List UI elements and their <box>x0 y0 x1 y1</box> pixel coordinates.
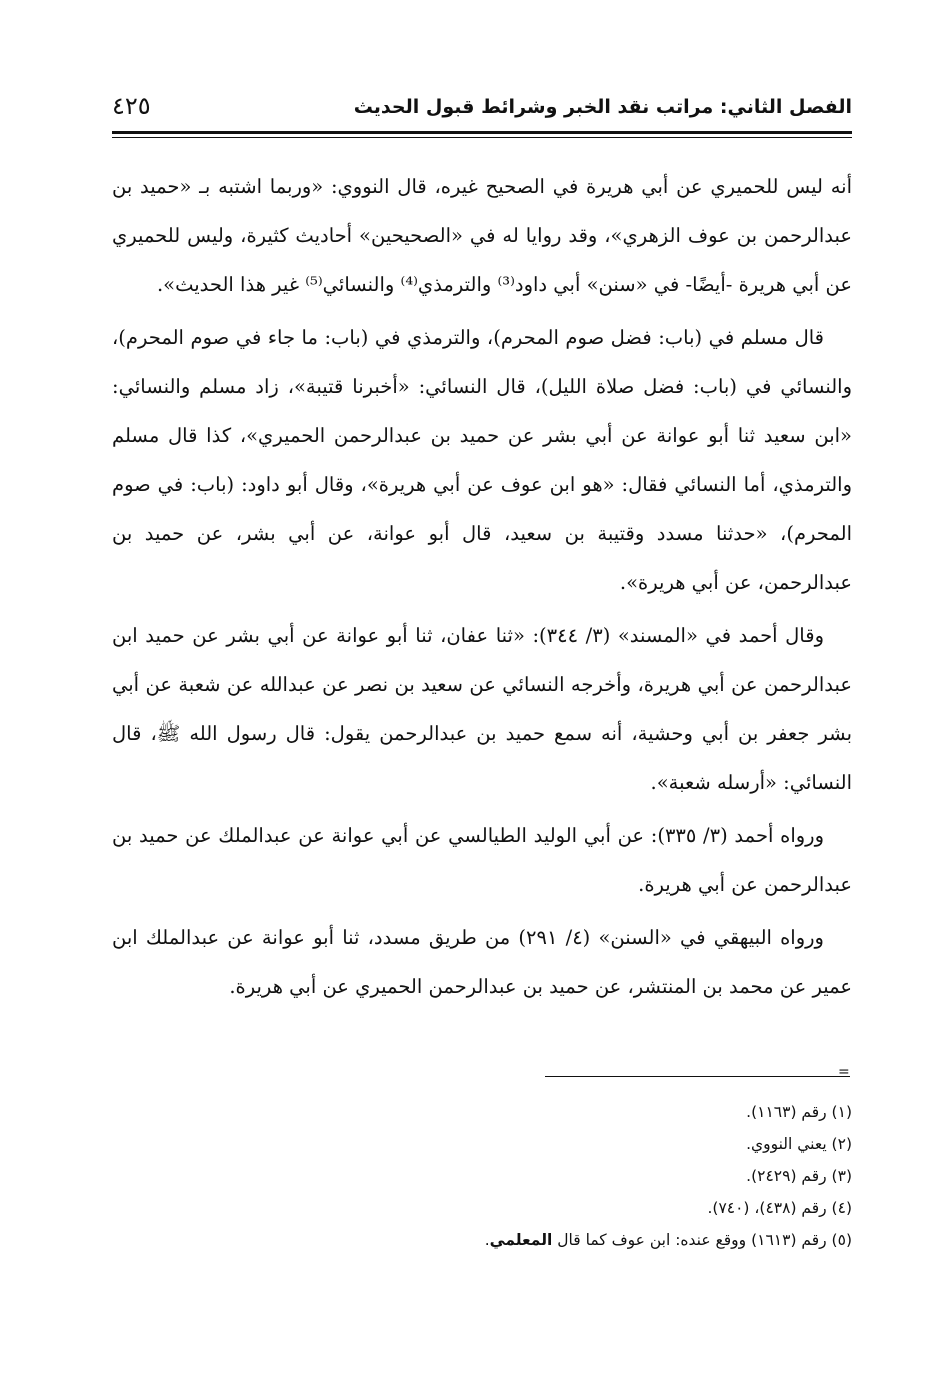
header-rule-thin <box>112 137 852 138</box>
paragraph-1: أنه ليس للحميري عن أبي هريرة في الصحيح غيره، قال النووي: «وربما اشتبه بـ «حميد بن عبدالرحمن بن عوف الزهري»، وقد روايا له في «الصحيحين» أحاديث كثيرة، وليس للحميري عن أبي هريرة -أيضًا- في «سنن» أبي داود⁽³⁾ والترمذي⁽⁴⁾ والنسائي⁽⁵⁾ غير هذا الحديث». <box>112 175 852 296</box>
footnote-4: (٤) رقم (٤٣٨)، (٧٤٠). <box>707 1199 852 1217</box>
footnote-5-author: المعلمي <box>489 1231 553 1249</box>
page-number: ٤٢٥ <box>112 92 151 120</box>
footnote-separator-mark: = <box>838 1064 850 1080</box>
footnote-5 <box>112 1224 852 1256</box>
header-rule-thick <box>112 131 852 134</box>
paragraph-2: قال مسلم في (باب: فضل صوم المحرم)، والترمذي في (باب: ما جاء في صوم المحرم)، والنسائي في (باب: فضل صلاة الليل)، قال النسائي: «أخبرنا قتيبة»، زاد مسلم والنسائي: «ابن سعيد ثنا أبو عوانة عن أبي بشر عن حميد بن عبدالرحمن الحميري»، كذا قال مسلم والترمذي، أما النسائي فقال: «هو ابن عوف عن أبي هريرة»، وقال أبو داود: (باب: في صوم المحرم)، «حدثنا مسدد وقتيبة بن سعيد، قال أبو عوانة، عن أبي بشر، عن حميد بن عبدالرحمن، عن أبي هريرة». <box>112 326 852 594</box>
footnote-5-end: . <box>484 1231 490 1249</box>
footnote-1: (١) رقم (١١٦٣). <box>746 1103 852 1121</box>
paragraph-4: ورواه أحمد (٣/ ٣٣٥): عن أبي الوليد الطيالسي عن أبي عوانة عن عبدالملك عن حميد بن عبدالرحمن عن أبي هريرة. <box>112 824 852 896</box>
page-header <box>112 92 852 128</box>
footnote-2: (٢) يعني النووي. <box>746 1135 852 1153</box>
paragraph-3: وقال أحمد في «المسند» (٣/ ٣٤٤): «ثنا عفان، ثنا أبو عوانة عن أبي بشر عن حميد ابن عبدالرحمن عن أبي هريرة، وأخرجه النسائي عن سعيد بن نصر عن عبدالله عن شعبة عن أبي بشر جعفر بن أبي وحشية، أنه سمع حميد بن عبدالرحمن يقول: قال رسول الله ﷺ، قال النسائي: «أرسله شعبة». <box>112 624 852 794</box>
chapter-title: الفصل الثاني: مراتب نقد الخبر وشرائط قبول الحديث <box>353 96 852 118</box>
footnote-separator <box>545 1076 850 1077</box>
paragraph-5: ورواه البيهقي في «السنن» (٤/ ٢٩١) من طريق مسدد، ثنا أبو عوانة عن عبدالملك ابن عمير عن محمد بن المنتشر، عن حميد بن عبدالرحمن الحميري عن أبي هريرة. <box>112 926 852 998</box>
footnote-5-text: (٥) رقم (١٦١٣) ووقع عنده: ابن عوف كما قال <box>557 1231 852 1249</box>
footnote-3: (٣) رقم (٢٤٢٩). <box>746 1167 852 1185</box>
main-text <box>112 162 852 1015</box>
footnotes <box>112 1096 852 1256</box>
